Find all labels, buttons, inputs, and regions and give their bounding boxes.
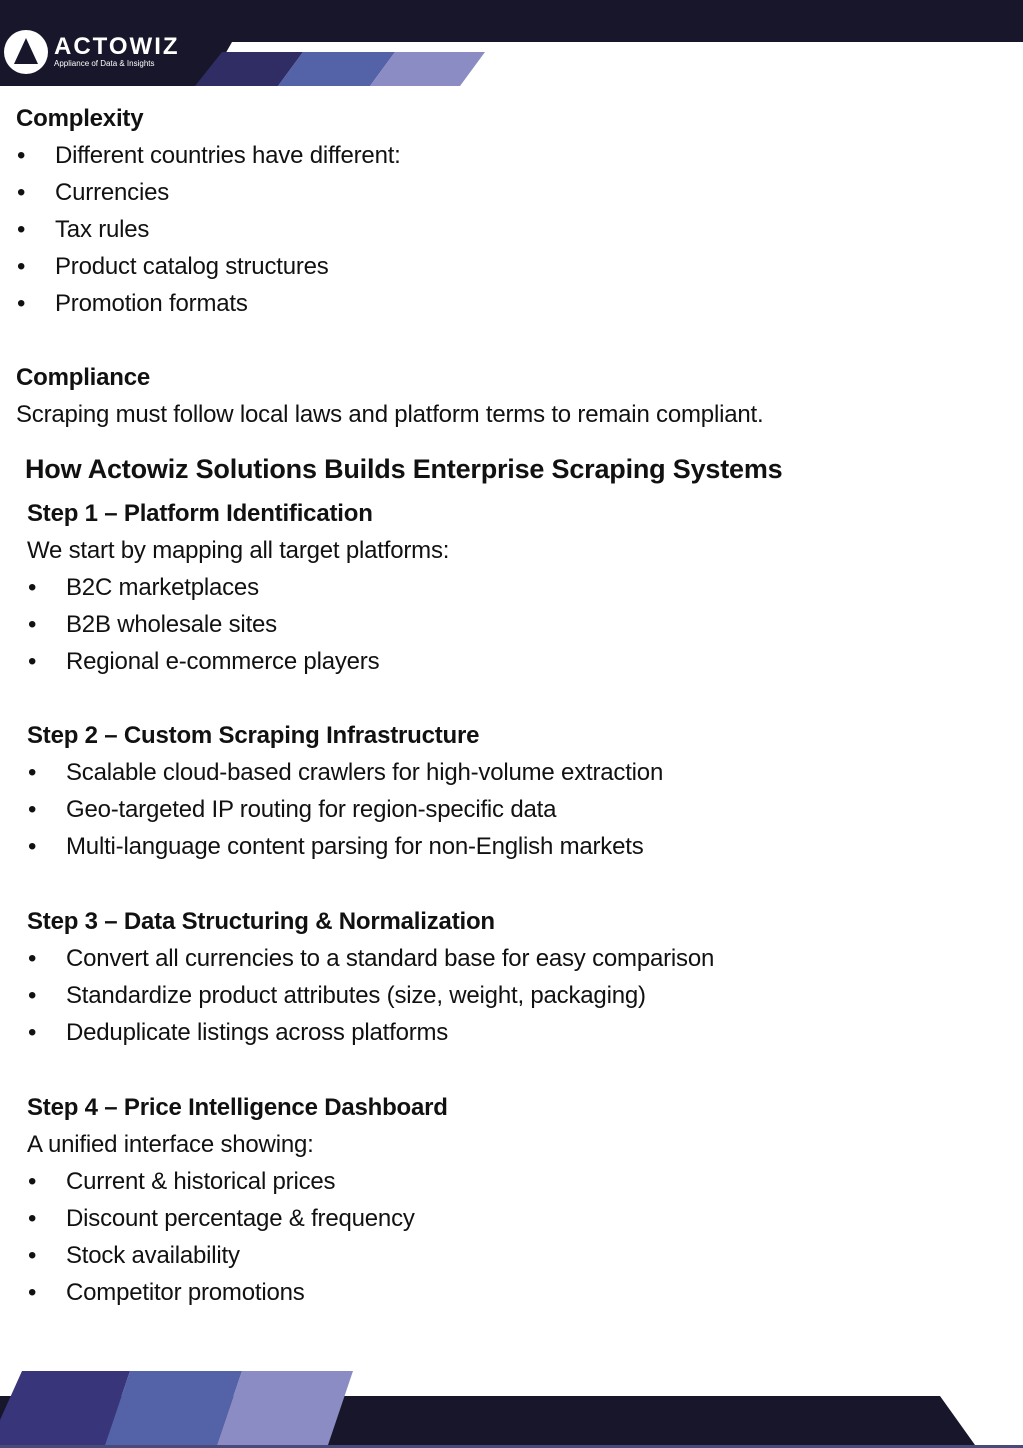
list-item: • B2B wholesale sites [66, 610, 277, 640]
step-1-title: Step 1 – Platform Identification [27, 500, 373, 527]
list-item: • Discount percentage & frequency [66, 1204, 415, 1234]
compliance-heading: Compliance [16, 364, 151, 391]
list-item: • Different countries have different: [55, 141, 401, 171]
list-item: • Competitor promotions [66, 1278, 305, 1308]
list-item: • B2C marketplaces [66, 573, 259, 603]
step-3-title: Step 3 – Data Structuring & Normalization [27, 908, 495, 935]
compliance-text: Scraping must follow local laws and platform terms to remain compliant. [16, 401, 764, 428]
complexity-heading: Complexity [16, 105, 144, 132]
list-item: • Convert all currencies to a standard base for easy comparison [66, 944, 714, 974]
step-1-intro: We start by mapping all target platforms: [27, 537, 450, 564]
actowiz-logo [4, 30, 180, 74]
list-item: • Current & historical prices [66, 1167, 335, 1197]
list-item: • Stock availability [66, 1241, 240, 1271]
list-item: • Scalable cloud-based crawlers for high-volume extraction [66, 758, 663, 788]
brand-name: ACTOWIZ [54, 33, 180, 60]
list-item: • Geo-targeted IP routing for region-specific data [66, 795, 556, 825]
step-4-title: Step 4 – Price Intelligence Dashboard [27, 1094, 448, 1121]
list-item: • Multi-language content parsing for non-English markets [66, 832, 644, 862]
list-item: • Product catalog structures [55, 252, 329, 282]
list-item: • Currencies [55, 178, 169, 208]
list-item: • Deduplicate listings across platforms [66, 1018, 448, 1048]
list-item: • Regional e-commerce players [66, 647, 379, 677]
step-2-title: Step 2 – Custom Scraping Infrastructure [27, 722, 480, 749]
brand-tagline: Appliance of Data & Insights [54, 59, 155, 68]
logo-icon [4, 30, 48, 74]
list-item: • Promotion formats [55, 289, 248, 319]
list-item: • Standardize product attributes (size, weight, packaging) [66, 981, 646, 1011]
section-title: How Actowiz Solutions Builds Enterprise Scraping Systems [25, 454, 783, 484]
step-4-intro: A unified interface showing: [27, 1131, 314, 1158]
list-item: • Tax rules [55, 215, 149, 245]
